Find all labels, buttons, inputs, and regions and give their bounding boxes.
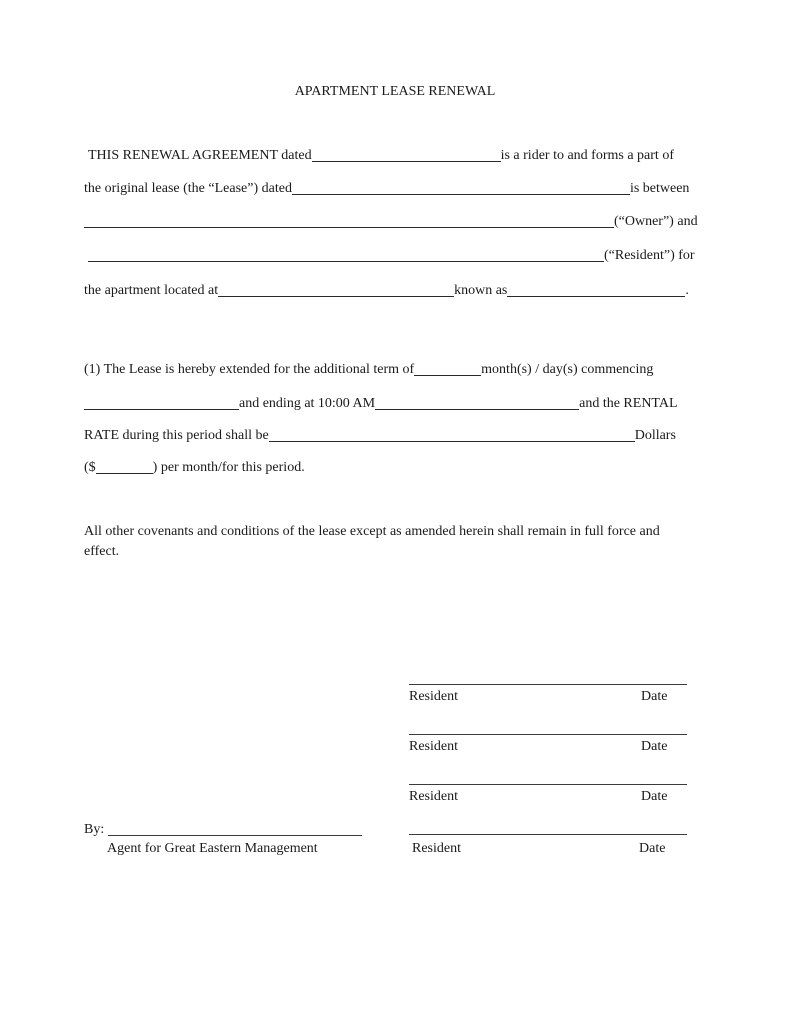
agreement-line-1 [84, 146, 704, 164]
resident-signature-line-2[interactable] [409, 734, 687, 735]
rental-amount-number-field[interactable] [96, 459, 153, 474]
agent-signature-line[interactable] [108, 835, 362, 836]
rental-amount-words-field[interactable] [269, 427, 635, 442]
owner-label: (“Owner”) and [614, 214, 698, 229]
agreement-line-2 [84, 179, 704, 197]
dollars-label: Dollars [634, 428, 676, 443]
apartment-address-field[interactable] [218, 282, 454, 297]
document-title: APARTMENT LEASE RENEWAL [294, 84, 496, 99]
resident-signature-line-4[interactable] [409, 834, 687, 835]
rental-text: and the RENTAL [579, 396, 678, 411]
resident-name-field[interactable] [88, 247, 604, 262]
original-lease-label: the original lease (the “Lease”) dated [84, 181, 292, 196]
agreement-date-field[interactable] [312, 147, 501, 162]
agent-caption: Agent for Great Eastern Management [107, 841, 318, 856]
resident-label-3: Resident [409, 789, 458, 804]
commencing-date-field[interactable] [84, 395, 239, 410]
agreement-line-4 [84, 246, 704, 264]
date-label-1: Date [641, 689, 668, 704]
agreement-line-3 [84, 212, 704, 230]
is-between-text: is between [629, 181, 690, 196]
ending-date-field[interactable] [375, 395, 579, 410]
agreement-dated-label: THIS RENEWAL AGREEMENT dated [88, 148, 312, 163]
agreement-line-5 [84, 281, 704, 299]
per-month-text: ) per month/for this period. [152, 460, 305, 475]
original-lease-date-field[interactable] [292, 180, 630, 195]
resident-signature-line-3[interactable] [409, 784, 687, 785]
resident-label-1: Resident [409, 689, 458, 704]
dollar-sign-label: ($ [84, 460, 96, 475]
ending-at-label: and ending at 10:00 AM [239, 396, 376, 411]
rental-rate-label: RATE during this period shall be [84, 428, 269, 443]
known-as-field[interactable] [507, 282, 685, 297]
rider-text: is a rider to and forms a part of [500, 148, 674, 163]
apartment-located-label: the apartment located at [84, 283, 219, 298]
resident-label: (“Resident”) for [604, 248, 695, 263]
covenants-line-2: effect. [84, 544, 120, 559]
known-as-label: known as [454, 283, 508, 298]
date-label-4: Date [639, 841, 666, 856]
term-line-3 [84, 426, 704, 444]
term-line-2 [84, 394, 704, 412]
date-label-2: Date [641, 739, 668, 754]
term-length-field[interactable] [414, 361, 481, 376]
term-line-4 [84, 458, 704, 476]
resident-label-2: Resident [409, 739, 458, 754]
covenants-line-1: All other covenants and conditions of the lease except as amended herein shall remain in full force and [84, 524, 660, 539]
date-label-3: Date [641, 789, 668, 804]
period-text: . [685, 283, 689, 298]
resident-signature-line-1[interactable] [409, 684, 687, 685]
by-label: By: [84, 822, 105, 837]
resident-label-4: Resident [412, 841, 461, 856]
owner-name-field[interactable] [84, 213, 614, 228]
term-line-1 [84, 360, 704, 378]
month-day-commencing-text: month(s) / day(s) commencing [481, 362, 654, 377]
extension-term-label: (1) The Lease is hereby extended for the additional term of [84, 362, 415, 377]
